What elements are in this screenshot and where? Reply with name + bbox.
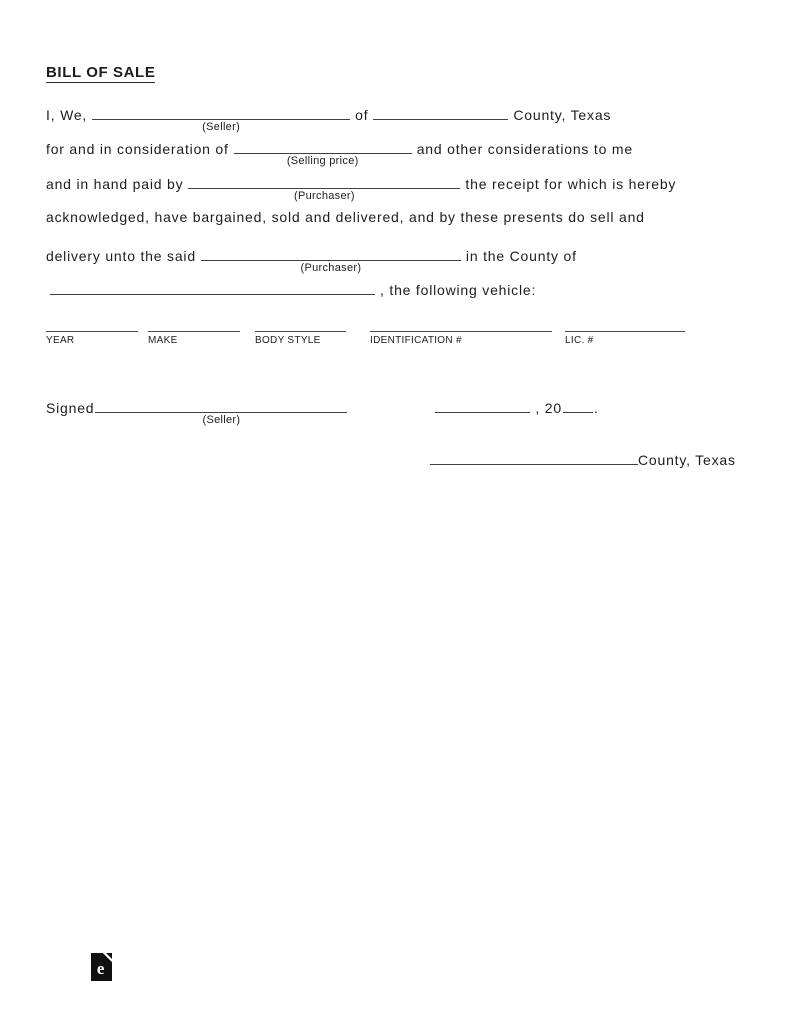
- form-line-delivery: [46, 247, 577, 274]
- line3-post-text: the receipt for which is hereby: [465, 176, 677, 192]
- form-line-acknowledged: [46, 209, 645, 225]
- delivery-purchaser-caption: (Purchaser): [300, 262, 362, 274]
- seller-name-blank: [92, 106, 350, 133]
- line2-post-text: and other considerations to me: [416, 141, 633, 157]
- line1-mid-text: of: [355, 107, 369, 123]
- vehicle-field-make: [148, 331, 240, 346]
- line2-pre-text: for and in consideration of: [46, 141, 229, 157]
- line5-pre-text: delivery unto the said: [46, 248, 196, 264]
- eforms-logo: [90, 952, 114, 982]
- purchaser-caption: (Purchaser): [294, 190, 355, 202]
- county-name-blank: [50, 281, 375, 295]
- form-line-county-vehicle: [46, 281, 536, 298]
- line4-text: acknowledged, have bargained, sold and delivered, and by these presents do sell and: [46, 209, 645, 225]
- line3-pre-text: and in hand paid by: [46, 176, 184, 192]
- purchaser-name-blank: [188, 175, 460, 202]
- seller-caption: (Seller): [202, 121, 241, 133]
- selling-price-blank: [234, 140, 412, 167]
- vehicle-field-identification: [370, 331, 552, 346]
- date-year-prefix: , 20: [535, 400, 562, 416]
- vehicle-field-body-style: [255, 331, 346, 346]
- line1-post-text: County, Texas: [513, 107, 612, 123]
- signature-seller-caption: (Seller): [202, 414, 241, 426]
- seller-county-blank: [373, 106, 508, 120]
- form-line-seller: [46, 106, 612, 133]
- vehicle-fields-row: [0, 331, 791, 351]
- date-period: .: [593, 400, 599, 416]
- document-file-icon: [90, 952, 114, 982]
- form-line-paid-by: [46, 175, 677, 202]
- vehicle-field-identification-label: IDENTIFICATION #: [370, 335, 462, 346]
- vehicle-field-license: [565, 331, 685, 346]
- vehicle-field-body-style-label: BODY STYLE: [255, 335, 321, 346]
- vehicle-field-year: [46, 331, 138, 346]
- county-texas-label: County, Texas: [638, 452, 736, 468]
- delivery-purchaser-blank: [201, 247, 461, 274]
- vehicle-field-year-label: YEAR: [46, 335, 75, 346]
- vehicle-field-license-label: LIC. #: [565, 335, 594, 346]
- form-line-consideration: [46, 140, 633, 167]
- line1-pre-text: I, We,: [46, 107, 88, 123]
- date-year-blank: [563, 399, 593, 413]
- county-texas-line: [430, 451, 736, 468]
- date-month-day-blank: [435, 399, 530, 413]
- logo-letter: e: [96, 959, 106, 978]
- vehicle-field-make-label: MAKE: [148, 335, 178, 346]
- line5-post-text: in the County of: [465, 248, 577, 264]
- selling-price-caption: (Selling price): [286, 155, 359, 167]
- signature-county-blank: [430, 451, 638, 465]
- signature-line: [46, 399, 599, 426]
- signed-label: Signed: [46, 400, 95, 416]
- document-title: BILL OF SALE: [46, 64, 156, 81]
- line6-post-text: , the following vehicle:: [380, 282, 537, 298]
- signature-blank: [95, 399, 347, 426]
